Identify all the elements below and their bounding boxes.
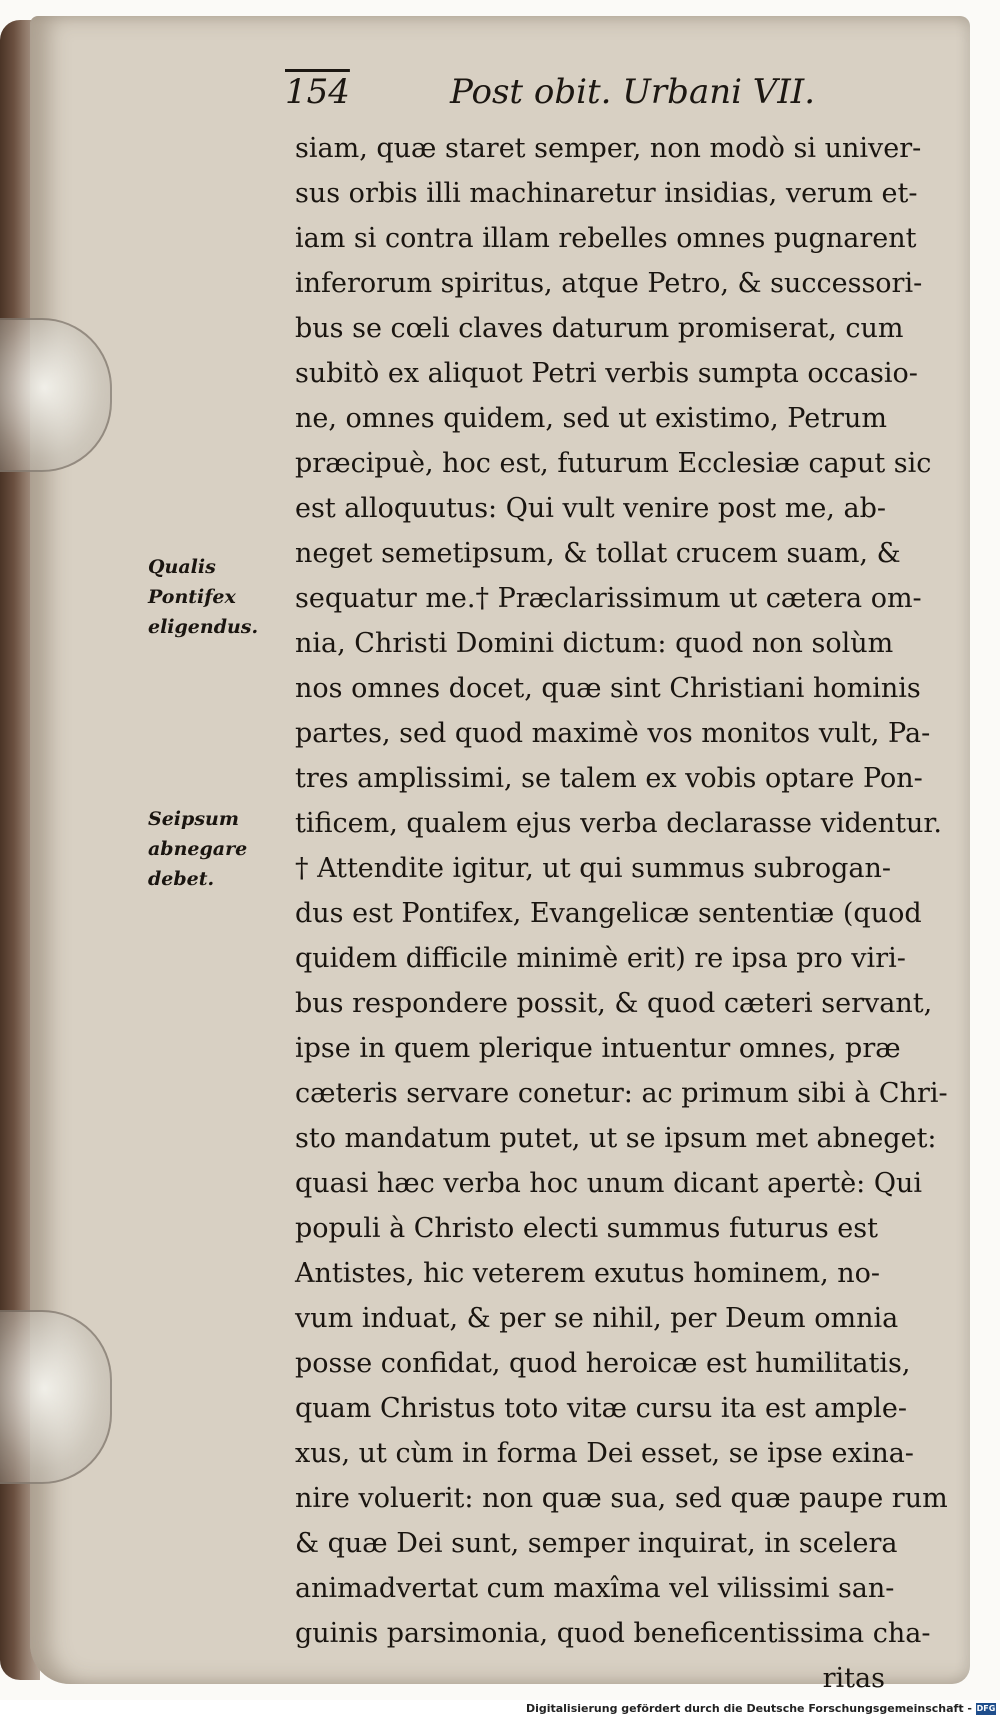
marginal-line: abnegare <box>148 838 248 860</box>
text-line: quam Christus toto vitæ cursu ita est ample- <box>295 1393 907 1424</box>
text-line: nia, Christi Domini dictum: quod non solùm <box>295 628 894 659</box>
text-line: neget semetipsum, & tollat crucem suam, & <box>295 538 901 569</box>
text-line: est alloquutus: Qui vult venire post me, ab- <box>295 493 886 524</box>
marginal-note-eligendus <box>148 552 278 642</box>
text-line: inferorum spiritus, atque Petro, & successori- <box>295 268 923 299</box>
text-line: iam si contra illam rebelles omnes pugnarent <box>295 223 917 254</box>
footer-credit: Digitalisierung gefördert durch die Deutsche Forschungsgemeinschaft - <box>525 1702 972 1715</box>
marginal-note-abnegare <box>148 804 278 894</box>
running-head: Post obit. Urbani VII. <box>450 72 816 112</box>
text-line: posse confidat, quod heroicæ est humilitatis, <box>295 1348 911 1379</box>
text-line: quasi hæc verba hoc unum dicant apertè: Qui <box>295 1168 923 1199</box>
text-line: tres amplissimi, se talem ex vobis optare Pon- <box>295 763 923 794</box>
text-line: ipse in quem plerique intuentur omnes, præ <box>295 1033 901 1064</box>
body-text <box>295 126 948 1701</box>
marginal-line: debet. <box>148 868 215 890</box>
text-line: animadvertat cum maxîma vel vilissimi san- <box>295 1573 895 1604</box>
text-line: guinis parsimonia, quod beneficentissima cha- <box>295 1618 931 1649</box>
marginal-line: Pontifex <box>148 586 236 608</box>
text-line: quidem difficile minimè erit) re ipsa pro viri- <box>295 943 906 974</box>
page-number: 154 <box>285 72 350 112</box>
text-line: bus respondere possit, & quod cæteri servant, <box>295 988 933 1019</box>
text-line: nos omnes docet, quæ sint Christiani hominis <box>295 673 921 704</box>
text-line: subitò ex aliquot Petri verbis sumpta occasio- <box>295 358 918 389</box>
dfg-logo: DFG <box>976 1704 996 1713</box>
text-line: sequatur me.† Præclarissimum ut cætera om- <box>295 583 922 614</box>
marginal-line: Seipsum <box>148 808 239 830</box>
text-line: siam, quæ staret semper, non modò si univer- <box>295 133 922 164</box>
text-line: sto mandatum putet, ut se ipsum met abneget: <box>295 1123 937 1154</box>
text-line: partes, sed quod maximè vos monitos vult, Pa- <box>295 718 931 749</box>
page-header <box>285 72 885 118</box>
text-line: † Attendite igitur, ut qui summus subrogan- <box>295 853 891 884</box>
text-line: dus est Pontifex, Evangelicæ sententiæ (quod <box>295 898 922 929</box>
text-line: populi à Christo electi summus futurus est <box>295 1213 878 1244</box>
text-line: bus se cœli claves daturum promiserat, cum <box>295 313 904 344</box>
digitization-footer <box>0 1700 1000 1720</box>
text-line: sus orbis illi machinaretur insidias, verum et- <box>295 178 918 209</box>
clasp-clip-bottom <box>0 1310 112 1484</box>
text-line: ritas <box>822 1663 885 1694</box>
text-line: cæteris servare conetur: ac primum sibi à Chri- <box>295 1078 948 1109</box>
text-line: vum induat, & per se nihil, per Deum omnia <box>295 1303 899 1334</box>
marginal-line: Qualis <box>148 556 216 578</box>
text-line: Antistes, hic veterem exutus hominem, no- <box>295 1258 880 1289</box>
text-line: tificem, qualem ejus verba declarasse videntur. <box>295 808 942 839</box>
text-line: & quæ Dei sunt, semper inquirat, in scelera <box>295 1528 898 1559</box>
text-line: nire voluerit: non quæ sua, sed quæ paupe rum <box>295 1483 948 1514</box>
marginal-line: eligendus. <box>148 616 259 638</box>
text-line: præcipuè, hoc est, futurum Ecclesiæ caput sic <box>295 448 932 479</box>
text-line: xus, ut cùm in forma Dei esset, se ipse exina- <box>295 1438 914 1469</box>
text-line: ne, omnes quidem, sed ut existimo, Petrum <box>295 403 887 434</box>
